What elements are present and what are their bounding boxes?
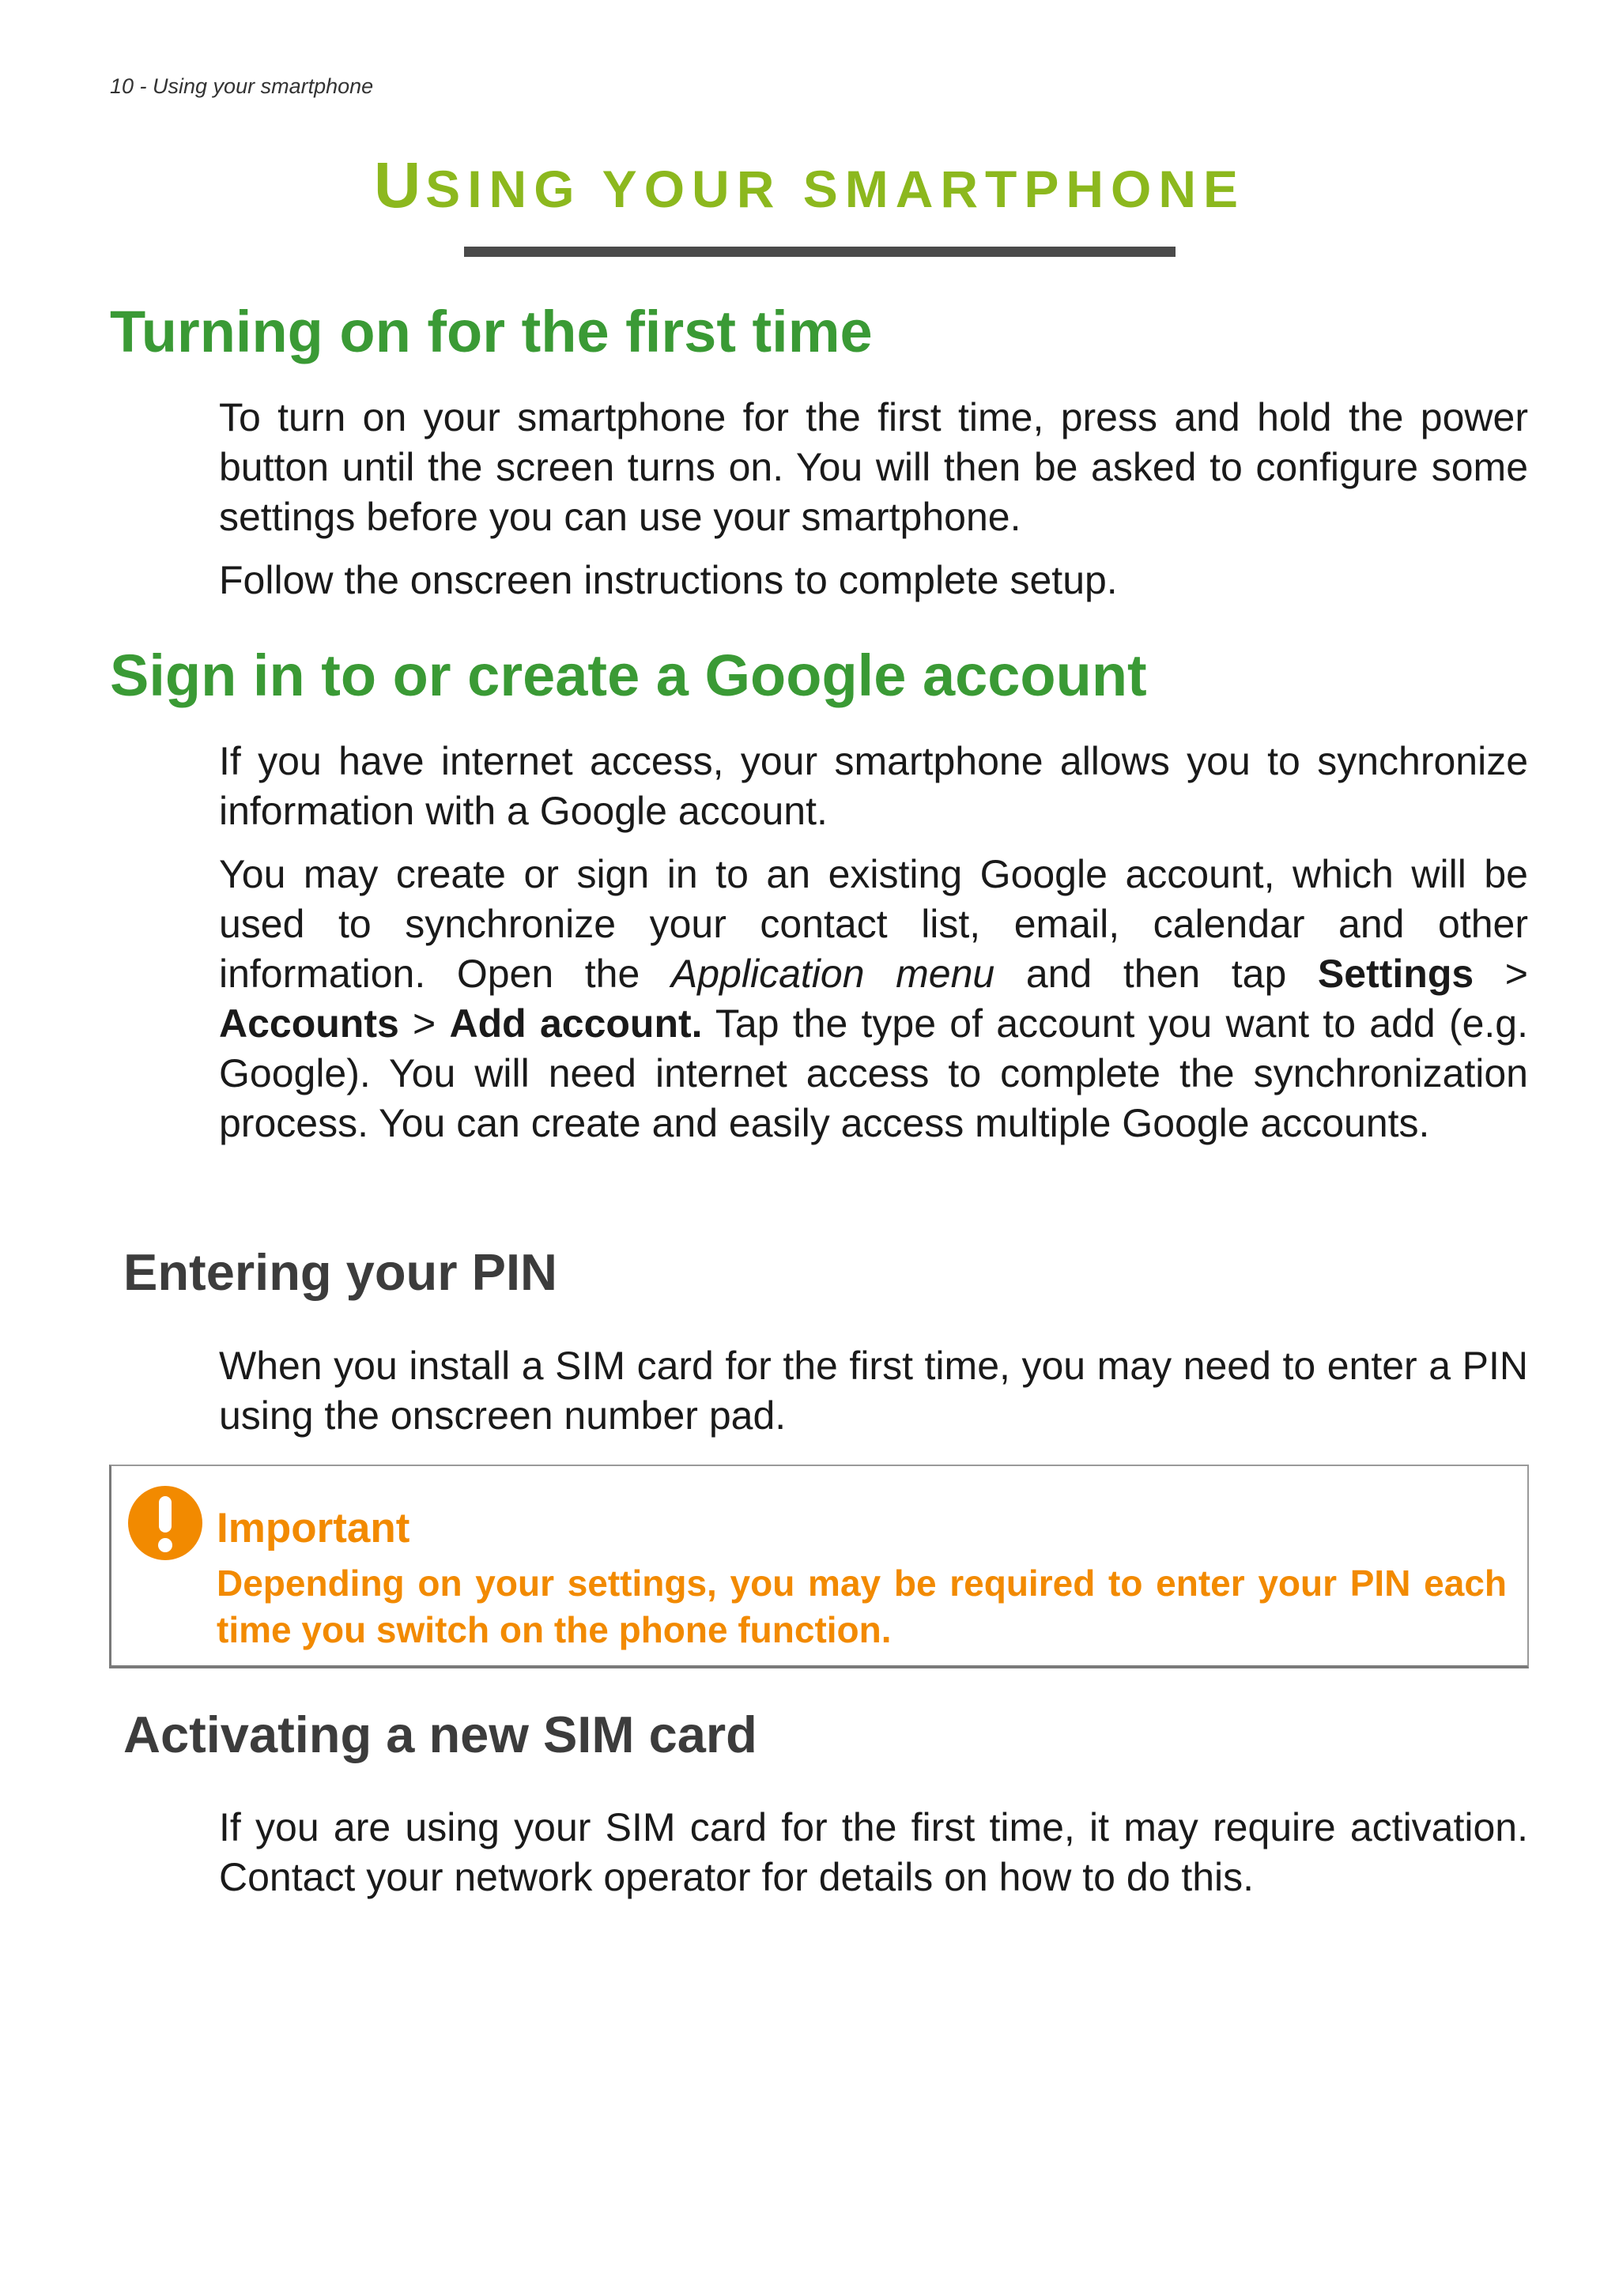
chapter-title <box>0 149 1619 223</box>
path-separator: > <box>398 1001 450 1046</box>
paragraph-turning-on-1: To turn on your smartphone for the first time, press and hold the power button until the screen turns on. You will then be asked to configure some settings before you can use your smartphone. <box>219 395 1528 539</box>
exclamation-icon <box>127 1485 203 1561</box>
google-text-a: You may create or sign in to an existing Google account, which will be used to synchronize your contact list, email, calendar and other information. Open the <box>219 852 1528 996</box>
important-note <box>109 1465 1529 1668</box>
paragraph-google-2 <box>219 850 1528 1148</box>
chapter-divider <box>464 247 1176 257</box>
chapter-title-rest: SING YOUR SMARTPHONE <box>425 160 1246 218</box>
google-text-b: and then tap <box>994 952 1318 996</box>
running-header: 10 - Using your smartphone <box>110 74 374 98</box>
heading-turning-on: Turning on for the first time <box>110 299 873 364</box>
path-separator: > <box>1474 952 1528 996</box>
heading-google-account: Sign in to or create a Google account <box>110 643 1147 708</box>
note-title: Important <box>217 1505 410 1551</box>
paragraph-pin: When you install a SIM card for the first time, you may need to enter a PIN using the onscreen number pad. <box>219 1344 1528 1438</box>
application-menu-term: Application menu <box>670 952 995 996</box>
paragraph-turning-on-2: Follow the onscreen instructions to complete setup. <box>219 558 1118 602</box>
google-text-c: Tap the type of account you want to add (e.g. Google). You will need internet access to complete the synchronization process. You can create and easily access multiple Google accounts. <box>219 1001 1528 1145</box>
note-text: Depending on your settings, you may be required to enter your PIN each time you switch on the phone function. <box>217 1563 1507 1650</box>
add-account-term: Add account. <box>449 1001 703 1046</box>
accounts-term: Accounts <box>219 1001 399 1046</box>
heading-activating-sim: Activating a new SIM card <box>123 1706 757 1763</box>
settings-term: Settings <box>1317 952 1474 996</box>
chapter-title-initial: U <box>373 149 426 221</box>
paragraph-sim: If you are using your SIM card for the first time, it may require activation. Contact your network operator for details on how to do this. <box>219 1805 1528 1899</box>
paragraph-google-1: If you have internet access, your smartphone allows you to synchronize information with a Google account. <box>219 739 1528 833</box>
heading-entering-pin: Entering your PIN <box>123 1243 557 1301</box>
